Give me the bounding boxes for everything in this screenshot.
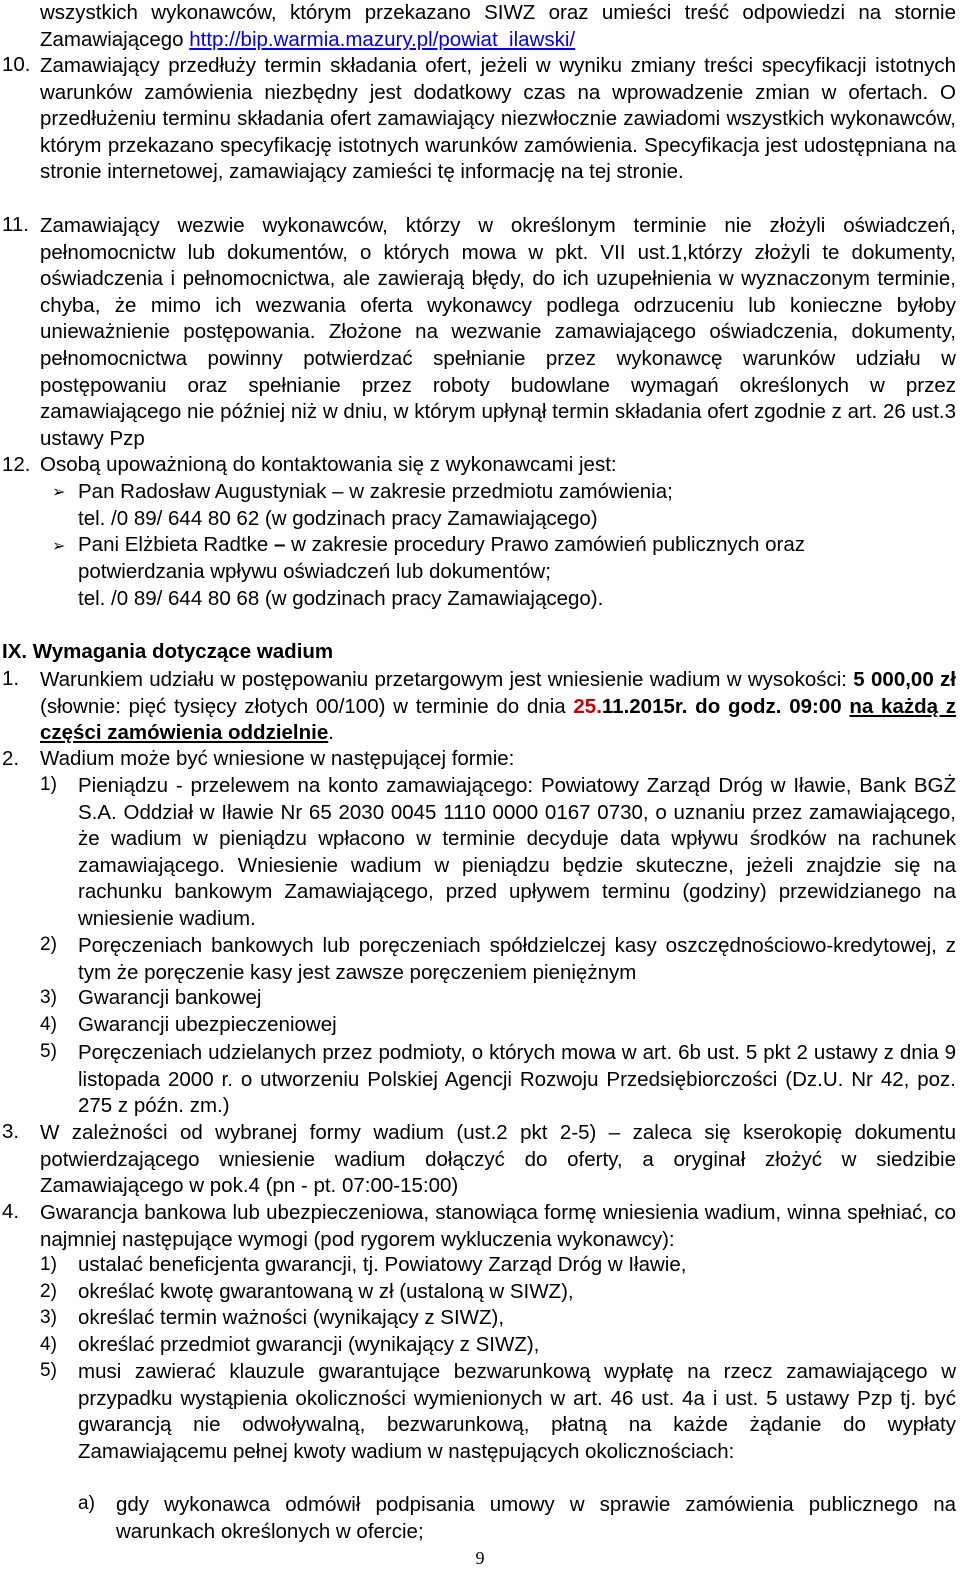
intro-line2-prefix: stornie Zamawiającego bbox=[40, 1, 957, 51]
item-10-text: Zamawiający przedłuży termin składania ofert, jeżeli w wyniku zmiany treści specyfikacji istotnych warunków zamówienia niezbędny jest dodatkowy czas na wprowadzenie zmian w ofertach. O przedłużeniu terminu składania ofert zamawiający niezwłocznie zawiadomi wszystkich wykonawców, którym przekazano specyfikację istotnych warunków zamówienia. Specyfikacja jest udostępniana na stronie internetowej, zamawiający zamieści tę informację na tej stronie. bbox=[40, 54, 956, 184]
s2-item-3: Gwarancji bankowej bbox=[78, 986, 262, 1009]
item-11-number: 11. bbox=[2, 213, 29, 236]
s1-line2: (słownie: pięć tysięcy złotych 00/100) w terminie do dnia bbox=[40, 694, 574, 718]
s1-text bbox=[40, 667, 956, 747]
s2-number: 2. bbox=[2, 747, 20, 770]
page-number: 9 bbox=[475, 1548, 485, 1568]
s2-item-number: 2) bbox=[40, 934, 57, 955]
s2-item-4: Gwarancji ubezpieczeniowej bbox=[78, 1013, 337, 1036]
contact-2-line1 bbox=[78, 533, 805, 557]
s1-line1: Warunkiem udziału w postępowaniu przetargowym jest wniesienie wadium w wysokości: bbox=[40, 668, 847, 691]
item-12-text: Osobą upoważnioną do kontaktowania się z wykonawcami jest: bbox=[40, 453, 617, 476]
s2-item-number: 5) bbox=[40, 1041, 57, 1062]
section-heading: IX. Wymagania dotyczące wadium bbox=[2, 640, 334, 663]
contact-1-phone: tel. /0 89/ 644 80 62 (w godzinach pracy Zamawiającego) bbox=[78, 507, 598, 530]
bip-link[interactable]: http://bip.warmia.mazury.pl/powiat_ilawski/ bbox=[189, 27, 576, 51]
s1-end: . bbox=[328, 721, 334, 745]
contact-2-line2: potwierdzania wpływu oświadczeń lub dokumentów; bbox=[78, 560, 551, 583]
s1-date-rest: 11.2015r. bbox=[601, 694, 688, 718]
s2-item-number: 3) bbox=[40, 987, 57, 1008]
s3-number: 3. bbox=[2, 1120, 20, 1143]
s4-subitem-a: gdy wykonawca odmówił podpisania umowy w sprawie zamówienia publicznego na warunkach określonych w ofercie; bbox=[116, 1493, 956, 1543]
s4-item-number: 2) bbox=[40, 1281, 57, 1302]
s4-item-number: 4) bbox=[40, 1334, 57, 1355]
s2-item-number: 1) bbox=[40, 774, 57, 795]
s1-deadline-time: do godz. 09:00 bbox=[695, 694, 850, 718]
item-10-number: 10. bbox=[2, 53, 31, 76]
s4-item-number: 1) bbox=[40, 1254, 57, 1275]
s1-date-red: 25. bbox=[573, 694, 602, 718]
s4-item-3: określać termin ważności (wynikający z SIWZ), bbox=[78, 1306, 505, 1329]
contact-2-scope: w zakresie procedury Prawo zamówień publicznych oraz bbox=[285, 533, 805, 556]
s1-number: 1. bbox=[2, 667, 20, 690]
s4-item-1: ustalać beneficjenta gwarancji, tj. Powiatowy Zarząd Dróg w Iławie, bbox=[78, 1253, 687, 1276]
contact-2-dash: – bbox=[274, 533, 286, 556]
s3-text: W zależności od wybranej formy wadium (ust.2 pkt 2-5) – zaleca się kserokopię dokumentu potwierdzającego wniesienie wadium dołączyć do oferty, a oryginał złożyć w siedzibie Zamawiającego w pok.4 (pn - pt. 07:00-15:00) bbox=[40, 1121, 956, 1198]
s4-item-number: 5) bbox=[40, 1360, 57, 1381]
contact-1-line1: Pan Radosław Augustyniak – w zakresie przedmiotu zamówienia; bbox=[78, 480, 673, 503]
s2-item-number: 4) bbox=[40, 1014, 57, 1035]
s1-each-part: na każdą z części zamówienia oddzielnie bbox=[40, 694, 957, 745]
s2-item-5: Poręczeniach udzielanych przez podmioty, o których mowa w art. 6b ust. 5 pkt 2 ustawy z dnia 9 listopada 2000 r. o utworzeniu Polskiej Agencji Rozwoju Przedsiębiorczości (Dz.U. Nr 42, poz. 275 z późn. zm.) bbox=[78, 1041, 956, 1118]
s4-subitem-number: a) bbox=[78, 1493, 95, 1514]
s4-number: 4. bbox=[2, 1200, 20, 1223]
arrow-bullet-icon: ➢ bbox=[52, 484, 66, 501]
s4-item-number: 3) bbox=[40, 1307, 57, 1328]
intro-paragraph bbox=[40, 0, 956, 53]
item-12-number: 12. bbox=[2, 453, 31, 476]
item-11-text: Zamawiający wezwie wykonawców, którzy w określonym terminie nie złożyli oświadczeń, pełnomocnictw lub dokumentów, o których mowa w pkt. VII ust.1,którzy złożyli te dokumenty, oświadczenia i pełnomocnictwa, ale zawierają błędy, do ich uzupełnienia w wyznaczonym terminie, chyba, że mimo ich wezwania oferta wykonawcy podlega odrzuceniu lub konieczne byłoby unieważnienie postępowania. Złożone na wezwanie zamawiającego oświadczenia, dokumenty, pełnomocnictwa powinny potwierdzać spełnianie przez wykonawcę warunków udziału w postępowaniu oraz spełnianie przez roboty budowlane wymagań określonych w przez zamawiającego nie później niż w dniu, w którym upłynął termin składania ofert zgodnie z art. 26 ust.3 ustawy Pzp bbox=[40, 214, 956, 450]
s1-amount: 5 000,00 zł bbox=[853, 668, 956, 691]
s4-item-2: określać kwotę gwarantowaną w zł (ustaloną w SIWZ), bbox=[78, 1280, 574, 1303]
intro-line1: wszystkich wykonawców, którym przekazano SIWZ oraz umieści treść odpowiedzi na bbox=[40, 1, 882, 24]
s2-item-2: Poręczeniach bankowych lub poręczeniach spółdzielczej kasy oszczędnościowo-kredytowej, z tym że poręczenie kasy jest zawsze poręczeniem pieniężnym bbox=[78, 934, 956, 984]
s4-item-4: określać przedmiot gwarancji (wynikający z SIWZ), bbox=[78, 1333, 540, 1356]
arrow-bullet-icon: ➢ bbox=[52, 538, 66, 555]
s4-item-5: musi zawierać klauzule gwarantujące bezwarunkową wypłatę na rzecz zamawiającego w przypadku wystąpienia okoliczności wymienionych w art. 46 ust. 4a i ust. 5 ustawy Pzp tj. być gwarancją nie odwoływalną, bezwarunkową, płatną na każde żądanie do wypłaty Zamawiającemu pełnej kwoty wadium w następujących okolicznościach: bbox=[78, 1360, 956, 1463]
contact-2-name: Pani Elżbieta Radtke bbox=[78, 533, 275, 556]
s2-item-1: Pieniądzu - przelewem na konto zamawiającego: Powiatowy Zarząd Dróg w Iławie, Bank BGŻ S.A. Oddział w Iławie Nr 65 2030 0045 1110 0000 0167 0730, o uznaniu przez zamawiającego, że wadium w pieniądzu wpłacono w terminie decyduje data wpływu środków na rachunek zamawiającego. Wniesienie wadium w pieniądzu będzie skuteczne, jeżeli znajdzie się na rachunku bankowym Zamawiającego, przed upływem terminu (godziny) przewidzianego na wniesienie wadium. bbox=[78, 774, 956, 930]
contact-2-phone: tel. /0 89/ 644 80 68 (w godzinach pracy Zamawiającego). bbox=[78, 587, 604, 610]
s4-text: Gwarancja bankowa lub ubezpieczeniowa, stanowiąca formę wniesienia wadium, winna spełniać, co najmniej następujące wymogi (pod rygorem wykluczenia wykonawcy): bbox=[40, 1201, 956, 1251]
s2-text: Wadium może być wniesione w następującej formie: bbox=[40, 747, 515, 770]
